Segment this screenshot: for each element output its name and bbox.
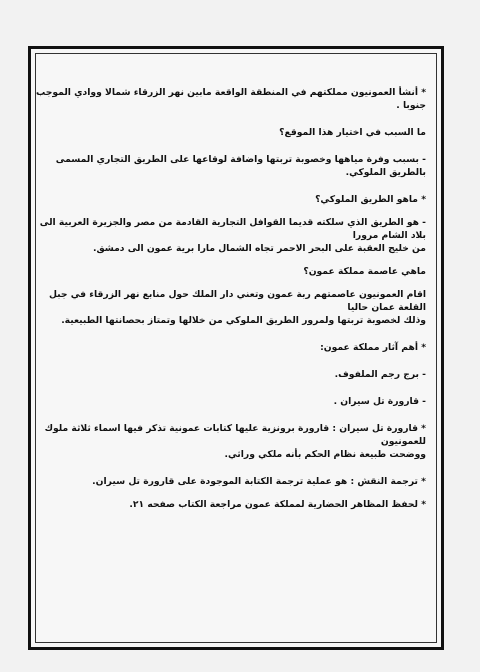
answer-royal-road-line-1: - هو الطريق الذي سلكته قديما القوافل التجارية القادمة من مصر والجزيرة العربية الى بلاد الشام مرورا — [39, 217, 426, 241]
siran-bottle-line-1: * قارورة تل سيران : قارورة برونزية عليها كتابات عمونية تذكر فيها اسماء ثلاثة ملوك للعمونيون — [44, 423, 426, 447]
inscription-translation: * ترجمة النقش : هو عملية ترجمة الكتابة الموجودة على قارورة تل سيران. — [92, 476, 426, 487]
question-location-reason: ما السبب في اختيار هذا الموقع؟ — [279, 127, 426, 138]
question-capital: ماهي عاصمة مملكة عمون؟ — [303, 266, 426, 277]
text-line-1: * أنشأ العمونيون مملكتهم في المنطقة الواقعة مابين نهر الزرقاء شمالا ووادي الموجب جنوبا . — [36, 87, 426, 111]
answer-location-reason: - بسبب وفرة مياهها وخصوبة تربتها واضافة لوقاعها على الطريق التجاري المسمى بالطريق الملوكي. — [55, 154, 426, 178]
answer-royal-road-line-2: من خليج العقبة على البحر الاحمر تجاه الشمال مارا برية عمون الى دمشق. — [93, 243, 426, 254]
memorize-note: * لحفظ المظاهر الحضارية لمملكة عمون مراجعة الكتاب صفحه ٢١. — [129, 499, 426, 510]
answer-capital-line-1: اقام العمونيون عاصمتهم ربة عمون وتعني دار الملك حول منابع نهر الزرقاء في جبل القلعة عمان حاليا — [48, 289, 426, 313]
question-royal-road: * ماهو الطريق الملوكي؟ — [315, 194, 426, 205]
document-body — [36, 86, 426, 511]
answer-capital-line-2: وذلك لخصوبة تربتها ولمرور الطريق الملوكي من خلالها وتمتاز بحصانتها الطبيعية. — [61, 315, 426, 326]
siran-bottle-line-2: ووضحت طبيعة نظام الحكم بأنه ملكي وراثي. — [224, 449, 426, 460]
heading-monuments: * أهم آثار مملكة عمون: — [320, 342, 426, 353]
monument-item-1: - برج رجم الملفوف. — [334, 369, 426, 380]
monument-item-2: - قارورة تل سيران . — [333, 396, 426, 407]
